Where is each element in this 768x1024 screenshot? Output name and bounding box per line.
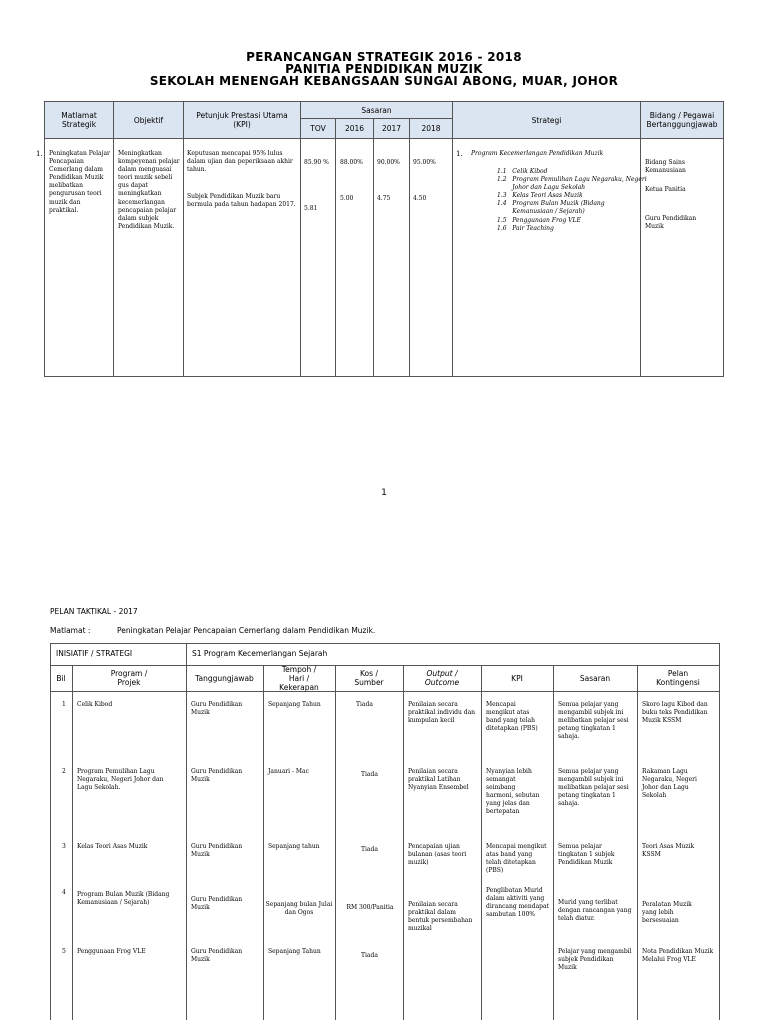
doc-title-2: PANITIA PENDIDIKAN MUZIK: [285, 62, 483, 76]
row-sasaran: Semua pelajar yang mengambil subjek ini melibatkan pelajar sesi petang tingkatan 1 sahaja.: [558, 768, 629, 808]
th-tempoh: Tempoh / Hari / Kekerapan: [279, 664, 319, 692]
row-bil: 4: [62, 889, 66, 896]
row-kos: Tiada: [361, 846, 378, 853]
objektif-text: Meningkatkan kompeyenan pelajar dalam menguasai teori muzik sebeli gus dapat meningkatkan kecemerlangan pencapaian pelajar dalam subjek Pendidikan Muzik.: [118, 150, 180, 230]
target-2018-2: 4.50: [413, 195, 427, 202]
strategi-item: 1.2 Program Pemulihan Lagu Negaraku, Negeri: [497, 176, 647, 184]
th-bil: Bil: [56, 673, 66, 683]
row-sasaran: Pelajar yang mengambil subjek Pendidikan Muzik: [558, 948, 632, 972]
target-2018-1: 95.00%: [413, 159, 436, 166]
row-kpi: Mencapai mengikut atas band yang telah ditetapkan (PBS): [486, 701, 538, 733]
header-matlamat: Matlamat Strategik: [45, 102, 114, 139]
header-2018: 2018: [410, 119, 453, 139]
row-sasaran: Murid yang terlibat dengan rancangan yang telah diatur.: [558, 899, 632, 923]
th-pelan: Pelan Kontingensi: [656, 669, 700, 687]
strategi-main: Program Kecemerlangan Pendidikan Muzik: [471, 150, 604, 157]
th-sasaran: Sasaran: [579, 673, 611, 683]
strategi-item: 1.4 Program Bulan Muzik (Bidang: [497, 200, 605, 208]
th-kos: Kos / Sumber: [354, 669, 384, 687]
th-output: Output / Outcome: [424, 669, 460, 687]
row-kpi: Nyanyian lebih semangat seimbang harmoni, sebutan yang jelas dan bertepatan: [486, 768, 540, 816]
matlamat-number: 1.: [36, 150, 43, 158]
inisiatif-value: S1 Program Kecemerlangan Sejarah: [192, 649, 328, 658]
strategi-item: Kemanusiaan / Sejarah): [497, 208, 585, 216]
row-program: Celik Kibod: [77, 701, 113, 708]
row-pelan: Skoro lagu Kibod dan buku teks Pendidikan Muzik KSSM: [642, 701, 708, 725]
header-2017: 2017: [374, 119, 410, 139]
th-program: Program / Projek: [110, 669, 148, 687]
matlamat-value: Peningkatan Pelajar Pencapaian Cemerlang dalam Pendidikan Muzik.: [117, 626, 376, 635]
strategi-number: 1.: [456, 150, 463, 158]
bidang-3: Guru Pendidikan Muzik: [645, 215, 697, 231]
row-output: Pencapaian ujian bulanan (asas teori muzik): [408, 843, 467, 867]
row-tanggung: Guru Pendidikan Muzik: [191, 768, 243, 784]
header-bidang: Bidang / Pegawai Bertanggungjawab: [641, 102, 723, 139]
bidang-1: Bidang Sains Kemanusiaan: [645, 159, 686, 175]
row-tanggung: Guru Pendidikan Muzik: [191, 948, 243, 964]
strategi-item: Johor dan Lagu Sekolah: [497, 184, 586, 192]
page-number: 1: [381, 488, 387, 498]
strategic-table: [36, 101, 724, 377]
header-sasaran: Sasaran: [301, 102, 453, 119]
row-bil: 2: [62, 768, 66, 775]
header-2016: 2016: [336, 119, 374, 139]
tov-value-2: 5.81: [304, 205, 318, 212]
header-strategi: Strategi: [453, 102, 641, 139]
row-bil: 3: [62, 843, 66, 850]
row-kos: Tiada: [361, 771, 378, 778]
row-tempoh: Sepanjang Tahun: [268, 701, 321, 708]
th-kpi: KPI: [511, 673, 523, 683]
strategi-list: [497, 168, 647, 233]
inisiatif-label: INISIATIF / STRATEGI: [56, 649, 133, 658]
row-sasaran: Semua pelajar tingkatan 1 subjek Pendidikan Muzik: [558, 843, 615, 867]
row-kos: RM 300/Panitia: [346, 904, 394, 911]
row-pelan: Rakaman Lagu Negaraku, Negeri Johor dan Lagu Sekolah: [642, 768, 697, 800]
row-program: Penggunaan Frog VLE: [77, 948, 146, 955]
row-tempoh: Sepanjang bulan Julai dan Ogos: [265, 901, 333, 917]
strategi-item: 1.3 Kelas Teori Asas Muzik: [497, 192, 583, 200]
doc-title-1: PERANCANGAN STRATEGIK 2016 - 2018: [246, 50, 522, 64]
row-program: Kelas Teori Asas Muzik: [77, 843, 148, 850]
target-2016-2: 5.00: [340, 195, 354, 202]
row-program: Program Bulan Muzik (Bidang Kemanusiaan / Sejarah): [77, 891, 170, 907]
row-pelan: Peralatan Muzik yang lebih bersesuaian: [642, 901, 692, 925]
th-tanggung: Tanggungjawab: [195, 673, 254, 683]
target-2017-2: 4.75: [377, 195, 391, 202]
kpi-text-2: Subjek Pendidikan Muzik baru bermula pada tahun hadapan 2017.: [187, 193, 296, 209]
row-kos: Tiada: [361, 952, 378, 959]
row-tanggung: Guru Pendidikan Muzik: [191, 896, 243, 912]
target-2017-1: 90.00%: [377, 159, 400, 166]
strategi-item: 1.5 Penggunaan Frog VLE: [497, 216, 581, 224]
strategi-item: 1.1 Celik Kibod: [497, 168, 548, 175]
row-tempoh: Januari - Mac: [268, 768, 309, 775]
tactical-table: [50, 643, 720, 1020]
target-2016-1: 88.00%: [340, 159, 363, 166]
header-tov: TOV: [301, 119, 336, 139]
row-kpi: Penglibatan Murid dalam aktiviti yang dirancang mendapat sambutan 100%: [486, 887, 549, 919]
row-output: Penilaian secara praktikal dalam bentuk persembahan muzikal: [408, 901, 473, 933]
kpi-text-1: Keputusan mencapai 95% lulus dalam ujian dan peperiksaan akhir tahun.: [187, 150, 293, 174]
row-tempoh: Sepanjang tahun: [268, 843, 320, 850]
row-kos: Tiada: [356, 701, 373, 708]
header-objektif: Objektif: [114, 102, 184, 139]
row-kpi: Mencapai mengikut atas band yang telah ditetapkan (PBS): [486, 843, 547, 875]
row-tanggung: Guru Pendidikan Muzik: [191, 843, 243, 859]
matlamat-label: Matlamat :: [50, 626, 91, 635]
row-program: Program Pemulihan Lagu Negaraku, Negeri Johor dan Lagu Sekolah.: [77, 768, 164, 792]
tactical-heading: PELAN TAKTIKAL - 2017: [50, 607, 138, 616]
row-tempoh: Sepanjang Tahun: [268, 948, 321, 955]
row-sasaran: Semua pelajar yang mengambil subjek ini melibatkan pelajar sesi petang tingkatan 1 sahaja.: [558, 701, 629, 741]
row-pelan: Nota Pendidikan Muzik Melalui Frog VLE: [642, 948, 714, 964]
row-output: Penilaian secara praktikal individu dan kumpulan kecil: [408, 701, 476, 725]
row-bil: 5: [62, 948, 66, 955]
header-petunjuk: Petunjuk Prestasi Utama (KPI): [184, 102, 301, 139]
row-tanggung: Guru Pendidikan Muzik: [191, 701, 243, 717]
row-output: Penilaian secara praktikal Latihan Nyanyian Ensembel: [408, 768, 469, 792]
matlamat-text: Peningkatan Pelajar Pencapaian Cemerlang dalam Pendidikan Muzik melibatkan pengurusan teori muzik dan praktikal.: [49, 150, 110, 214]
strategi-item: 1.6 Pair Teaching: [497, 224, 554, 232]
bidang-2: Ketua Panitia: [645, 186, 686, 193]
row-bil: 1: [62, 701, 66, 708]
doc-title-3: SEKOLAH MENENGAH KEBANGSAAN SUNGAI ABONG, MUAR, JOHOR: [149, 74, 619, 88]
row-pelan: Teori Asas Muzik KSSM: [642, 843, 695, 859]
tov-value-1: 85.90 %: [304, 159, 329, 166]
